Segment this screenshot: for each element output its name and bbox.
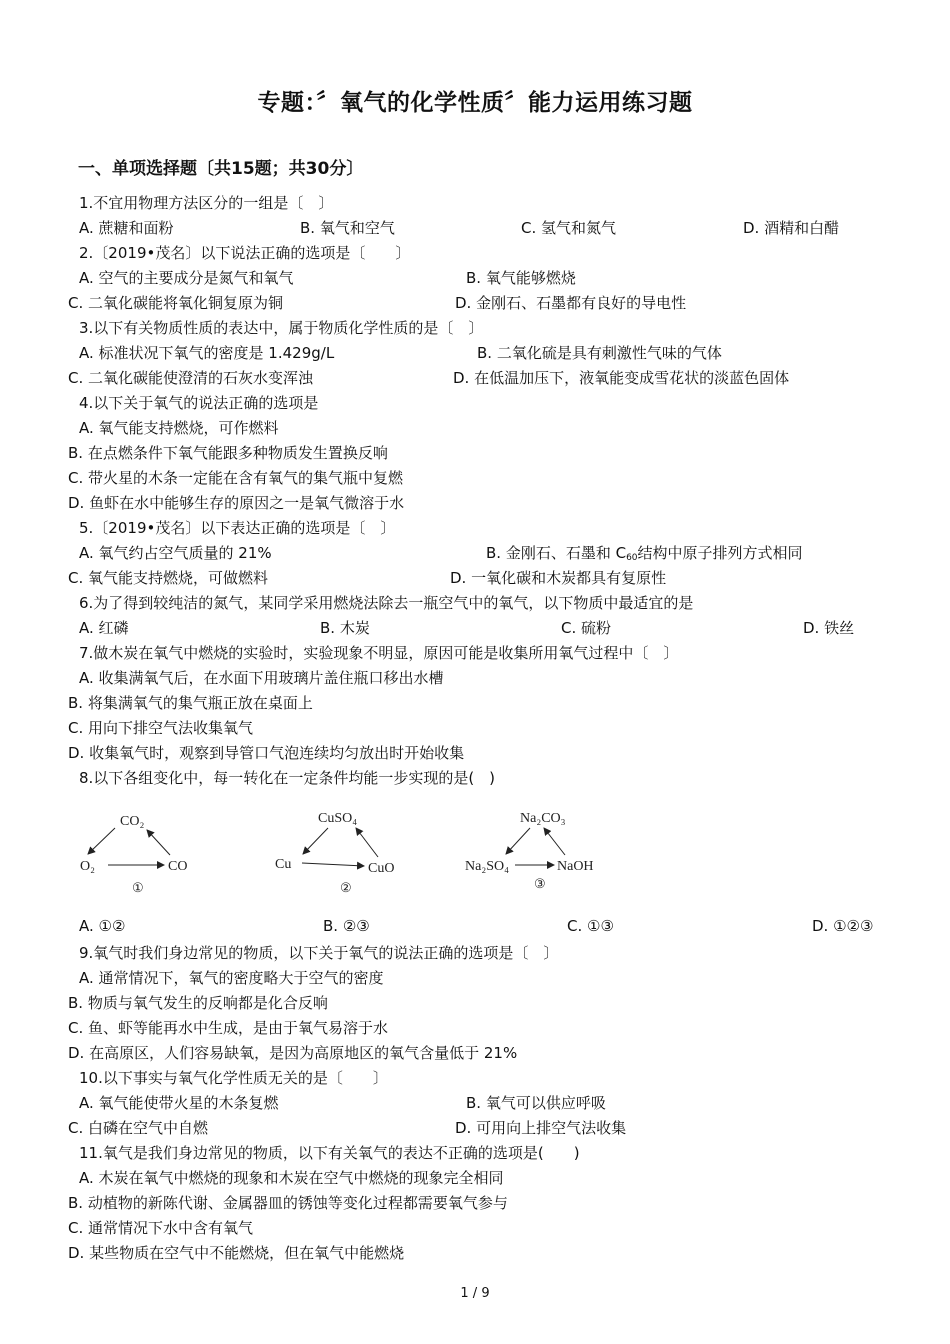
option-b: B. 氧气可以供应呼吸 <box>466 1094 606 1112</box>
question-2-options-row1 <box>0 267 950 289</box>
option-b-text-end: 结构中原子排列方式相同 <box>637 544 803 562</box>
option-b: B. 氧气能够燃烧 <box>466 269 576 287</box>
subscript-60: 60 <box>626 553 638 563</box>
diagram-1-top-label: CO₂ <box>120 814 145 829</box>
option-b: B. 物质与氧气发生的反响都是化合反响 <box>68 994 328 1012</box>
diagram-2-left-label: Cu <box>275 857 292 872</box>
diagram-1-arrow-right-to-top <box>147 830 170 855</box>
option-c: C. 二氧化碳能将氧化铜复原为铜 <box>68 294 284 312</box>
diagram-3-arrow-right-to-top <box>544 828 565 855</box>
question-1-stem: 1.不宜用物理方法区分的一组是〔 〕 <box>79 194 334 212</box>
option-a: A. ①② <box>79 917 126 935</box>
option-d: D. 酒精和白醋 <box>743 219 840 237</box>
option-a: A. 红磷 <box>79 619 129 637</box>
question-5-options-row2 <box>0 567 950 589</box>
question-11-stem: 11.氧气是我们身边常见的物质，以下有关氧气的表达不正确的选项是( ) <box>79 1144 580 1162</box>
diagram-2-top-label: CuSO₄ <box>318 811 358 826</box>
question-3-stem: 3.以下有关物质性质的表达中，属于物质化学性质的是〔 〕 <box>79 319 484 337</box>
option-c: C. 白磷在空气中自燃 <box>68 1119 209 1137</box>
option-d: D. 某些物质在空气中不能燃烧，但在氧气中能燃烧 <box>68 1244 405 1262</box>
option-d: D. 在高原区，人们容易缺氧，是因为高原地区的氧气含量低于 21% <box>68 1044 518 1062</box>
option-b: B. 二氧化硫是具有刺激性气味的气体 <box>477 344 722 362</box>
question-4-stem: 4.以下关于氧气的说法正确的选项是 <box>79 394 319 412</box>
question-6-options <box>0 617 950 639</box>
option-a: A. 氧气能使带火星的木条复燃 <box>79 1094 279 1112</box>
question-5-stem: 5.〔2019•茂名〕以下表达正确的选项是〔 〕 <box>79 519 396 537</box>
option-d: D. 收集氧气时，观察到导管口气泡连续均匀放出时开始收集 <box>68 744 465 762</box>
option-b: B. 动植物的新陈代谢、金属器皿的锈蚀等变化过程都需要氧气参与 <box>68 1194 508 1212</box>
option-c: C. 用向下排空气法收集氧气 <box>68 719 254 737</box>
page-title: 专题：〞氧气的化学性质〞能力运用练习题 <box>257 90 693 116</box>
question-3-options-row1 <box>0 342 950 364</box>
option-d: D. 鱼虾在水中能够生存的原因之一是氧气微溶于水 <box>68 494 405 512</box>
question-3-options-row2 <box>0 367 950 389</box>
option-c: C. 二氧化碳能使澄清的石灰水变浑浊 <box>68 369 314 387</box>
option-b: B. 木炭 <box>320 619 370 637</box>
diagram-2-arrow-top-to-left <box>303 828 328 854</box>
question-8-stem: 8.以下各组变化中，每一转化在一定条件均能一步实现的是( ) <box>79 769 496 787</box>
diagram-1-left-label: O₂ <box>80 859 95 874</box>
question-9-stem: 9.氧气时我们身边常见的物质，以下关于氧气的说法正确的选项是〔 〕 <box>79 944 559 962</box>
option-d: D. 金刚石、石墨都有良好的导电性 <box>455 294 687 312</box>
option-a: A. 氧气约占空气质量的 21% <box>79 544 272 562</box>
diagram-3-number: ③ <box>534 876 546 891</box>
diagram-3-arrow-top-to-left <box>506 828 530 854</box>
option-b: B. 在点燃条件下氧气能跟多种物质发生置换反响 <box>68 444 388 462</box>
question-10-options-row2 <box>0 1117 950 1139</box>
option-a: A. 氧气能支持燃烧，可作燃料 <box>79 419 279 437</box>
option-c: C. 硫粉 <box>561 619 612 637</box>
diagram-3-right-label: NaOH <box>557 859 594 874</box>
option-a: A. 蔗糖和面粉 <box>79 219 174 237</box>
option-c: C. ①③ <box>567 917 614 935</box>
diagram-3-left-label: Na₂SO₄ <box>465 859 509 874</box>
diagram-1-number: ① <box>132 880 144 895</box>
question-2-stem: 2.〔2019•茂名〕以下说法正确的选项是〔 〕 <box>79 244 411 262</box>
option-b <box>486 542 803 563</box>
option-d: D. 铁丝 <box>803 619 855 637</box>
diagram-3-top-label: Na₂CO₃ <box>520 811 566 826</box>
diagram-2-arrow-left-to-right <box>302 863 364 866</box>
question-10-options-row1 <box>0 1092 950 1114</box>
option-a: A. 木炭在氧气中燃烧的现象和木炭在空气中燃烧的现象完全相同 <box>79 1169 504 1187</box>
option-a: A. 空气的主要成分是氮气和氧气 <box>79 269 294 287</box>
question-7-stem: 7.做木炭在氧气中燃烧的实验时，实验现象不明显，原因可能是收集所用氧气过程中〔 〕 <box>79 644 679 662</box>
option-c: C. 鱼、虾等能再水中生成，是由于氧气易溶于水 <box>68 1019 389 1037</box>
diagram-2-arrow-right-to-top <box>356 828 378 857</box>
option-a: A. 标准状况下氧气的密度是 1.429g/L <box>79 344 335 362</box>
diagram-1-right-label: CO <box>168 859 188 874</box>
question-5-options-row1 <box>0 542 950 564</box>
option-c: C. 氧气能支持燃烧，可做燃料 <box>68 569 269 587</box>
option-d: D. ①②③ <box>812 917 874 935</box>
question-6-stem: 6.为了得到较纯洁的氮气，某同学采用燃烧法除去一瓶空气中的氧气，以下物质中最适宜的是 <box>79 594 694 612</box>
option-d: D. 可用向上排空气法收集 <box>455 1119 627 1137</box>
question-2-options-row2 <box>0 292 950 314</box>
question-8-options <box>0 917 950 939</box>
option-c: C. 通常情况下水中含有氧气 <box>68 1219 254 1237</box>
diagram-1-arrow-top-to-left <box>88 828 115 854</box>
option-b-text-start: B. 金刚石、石墨和 C <box>486 544 627 562</box>
question-1-options <box>0 217 950 239</box>
option-d: D. 在低温加压下，液氧能变成雪花状的淡蓝色固体 <box>453 369 790 387</box>
option-d: D. 一氧化碳和木炭都具有复原性 <box>450 569 667 587</box>
conversion-diagrams <box>60 800 620 900</box>
section-heading: 一、单项选择题〔共15题；共30分〕 <box>78 159 364 179</box>
page-number: 1 / 9 <box>460 1286 490 1301</box>
option-b: B. ②③ <box>323 917 370 935</box>
diagram-2-number: ② <box>340 880 352 895</box>
option-c: C. 带火星的木条一定能在含有氧气的集气瓶中复燃 <box>68 469 404 487</box>
option-c: C. 氢气和氮气 <box>521 219 617 237</box>
question-10-stem: 10.以下事实与氧气化学性质无关的是〔 〕 <box>79 1069 388 1087</box>
diagram-2-right-label: CuO <box>368 861 395 876</box>
option-a: A. 通常情况下，氧气的密度略大于空气的密度 <box>79 969 384 987</box>
option-a: A. 收集满氧气后，在水面下用玻璃片盖住瓶口移出水槽 <box>79 669 444 687</box>
option-b: B. 将集满氧气的集气瓶正放在桌面上 <box>68 694 313 712</box>
option-b: B. 氧气和空气 <box>300 219 395 237</box>
